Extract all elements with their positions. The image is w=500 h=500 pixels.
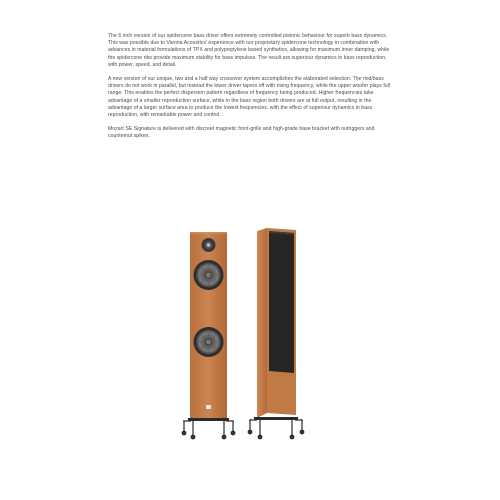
left-spikes (182, 421, 235, 439)
right-speaker (248, 228, 304, 439)
upper-woofer-icon (194, 260, 224, 290)
tweeter-icon (202, 238, 216, 252)
left-speaker (182, 232, 235, 439)
left-cabinet (190, 232, 227, 418)
right-cabinet-side (257, 228, 267, 418)
paragraph-bass-driver: The 6 inch version of our spidercone bass driver offers extremely controlled pistonic behaviour for superb bass dynamics. This was possible due to Vienna Acoustics' experience with our proprietary spidercone technology in combination with advances in material formulations of TPX and polypropylene based synthetics, allowing for maximum inner damping, while the spidercone ribs provide maximum stability for bass impulses. The result are superiour dynamics in bass reproduction, with power, speed, and detail. (108, 33, 390, 68)
front-grille (269, 231, 294, 373)
left-base-plinth (188, 418, 229, 421)
right-base-plinth (254, 417, 298, 420)
paragraph-delivery: Mozart SE Signature is delivered with discreet magnetic front-grille and high-grade base bracket with outriggers and countemut spikes. (108, 126, 375, 140)
lower-woofer-icon (194, 327, 224, 357)
logo-badge (206, 405, 211, 409)
right-spikes (248, 420, 304, 439)
body-text (108, 33, 394, 148)
paragraph-crossover: A new version of our unique, two and a half way crossover system accomplishes the elaborated selection. The mid/bass drivers do not work in parallel, but instead the lower driver tapers off with rising frequency, while the upper woofer plays full range. This enables the perfect dispersion pattern regardless of frequency being produced. Higher frequencies take advantage of a smaller reproduction surface, while in the bass region both drivers are at full output, resulting in the advantage of a larger surface area to produce the lowest frequencies, with the effect of superiour dynamics in bass reproduction, with remarkable power and control. (108, 76, 391, 119)
speaker-pair-photo (165, 225, 325, 455)
